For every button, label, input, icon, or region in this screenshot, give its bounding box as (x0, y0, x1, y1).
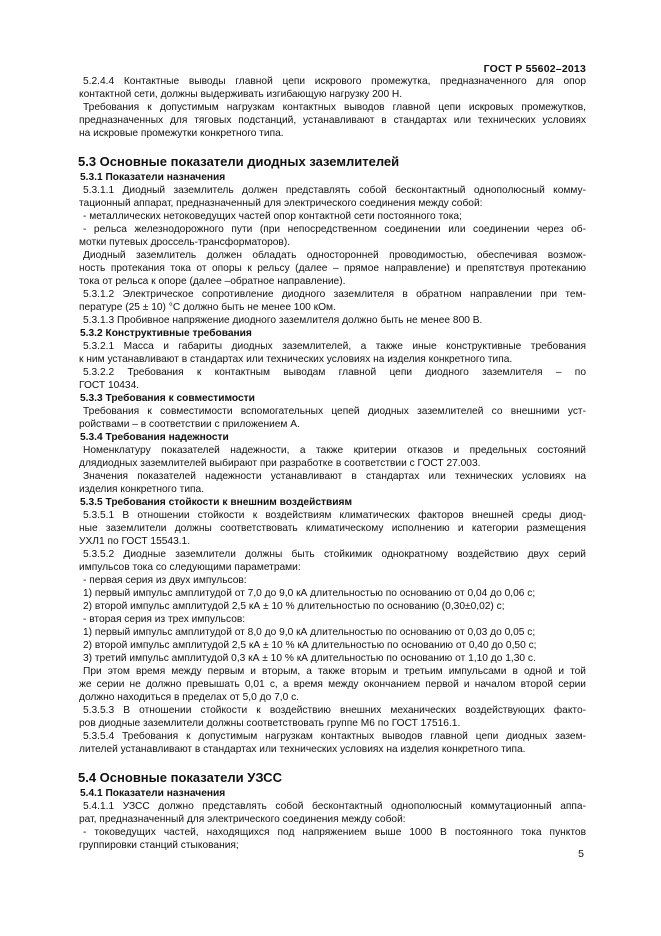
section-heading-5-3: 5.3 Основные показатели диодных заземлителей (78, 154, 400, 169)
list-item-series1-impulse2: 2) второй импульс амплитудой 2,5 кА ± 10 % длительностью по основанию (0,30±0,02) с; (83, 601, 505, 612)
paragraph-5-3-5-4: 5.3.5.4 Требования к допустимым нагрузкам контактных выводов главной цепи диодных зазем- лителей устанавливают в стандартах или технических условиях на изделия конкретного типа. (79, 731, 586, 755)
document-code-header: ГОСТ Р 55602–2013 (483, 63, 586, 75)
paragraph-5-3-2-1: 5.3.2.1 Масса и габариты диодных заземлителей, а также иные конструктивные требования к ним устанавливают в стандартах или технических условиях на изделия конкретного типа. (79, 341, 586, 365)
subsection-heading-5-3-1: 5.3.1 Показатели назначения (80, 172, 226, 183)
paragraph-5-3-5-1: 5.3.5.1 В отношении стойкости к воздействиям климатических факторов внешней среды диод- ные заземлители должны соответствовать климатическому исполнению и категории размещения УХЛ1 по ГОСТ 15543.1. (79, 510, 586, 547)
paragraph-5-4-1-1: 5.4.1.1 УЗСС должно представлять собой бесконтактный однополюсный коммутационный аппа- рат, предназначенный для электрического соединения между собой: (79, 801, 586, 825)
subsection-heading-5-3-3: 5.3.3 Требования к совместимости (80, 393, 255, 404)
paragraph-impulse-timing: При этом время между первым и вторым, а также вторым и третьим импульсами в одной и той же серии не должно превышать 0,01 с, а время между окончанием первой и началом второй серии должно находиться в пределах от 5,0 до 7,0 с. (79, 666, 586, 703)
paragraph-5-3-2-2: 5.3.2.2 Требования к контактным выводам главной цепи диодного заземлителя – по ГОСТ 10434. (79, 367, 586, 391)
subsection-heading-5-3-5: 5.3.5 Требования стойкости к внешним воздействиям (80, 497, 353, 508)
paragraph-one-way-conductivity: Диодный заземлитель должен обладать односторонней проводимостью, обеспечивая возмож- ность протекания тока от опоры к рельсу (далее – прямое направление) и препятствуя протеканию тока от рельса к опоре (далее –обратное направление). (79, 250, 586, 287)
list-item-rail: - рельса железнодорожного пути (при непосредственном соединении или соединении через об- мотки путевых дроссель-трансформаторов). (79, 224, 586, 248)
list-item-series2-impulse1: 1) первый импульс амплитудой от 8,0 до 9,0 кА длительностью по основанию от 0,03 до 0,05 с; (83, 627, 536, 638)
paragraph-5-3-5-2: 5.3.5.2 Диодные заземлители должны быть стойкимик однократному воздействию двух серий импульсов тока со следующими параметрами: (79, 549, 586, 573)
paragraph-5-2-4-4: 5.2.4.4 Контактные выводы главной цепи искрового промежутка, предназначенного для опор контактной сети, должны выдерживать изгибающую нагрузку 200 Н. (79, 76, 586, 100)
subsection-heading-5-3-4: 5.3.4 Требования надежности (80, 432, 229, 443)
paragraph-5-3-1-1: 5.3.1.1 Диодный заземлитель должен представлять собой бесконтактный однополюсный комму- тационный аппарат, предназначенный для электрического соединения между собой: (79, 185, 586, 209)
list-item-series2-impulse2: 2) второй импульс амплитудой 2,5 кА ± 10 % кА длительностью по основанию от 0,40 до 0,50 с; (83, 640, 537, 651)
list-item-series2-impulse3: 3) третий импульс амплитудой 0,3 кА ± 10 % кА длительностью по основанию от 1,10 до 1,30 с. (83, 653, 536, 664)
page-number: 5 (578, 848, 584, 860)
document-body (76, 75, 586, 852)
list-item-first-series: - первая серия из двух импульсов: (83, 575, 247, 586)
list-item-live-parts: - токоведущих частей, находящихся под напряжением выше 1000 В постоянного тока пунктов группировки станций стыкования; (79, 827, 586, 851)
paragraph-5-3-1-2: 5.3.1.2 Электрическое сопротивление диодного заземлителя в обратном направлении при тем- пературе (25 ± 10) °С должно быть не менее 100 кОм. (79, 289, 586, 313)
paragraph-reliability-nomenclature: Номенклатуру показателей надежности, а также критерии отказов и предельных состояний длядиодных заземлителей выбирают при разработке в соответствии с ГОСТ 27.003. (79, 445, 586, 469)
paragraph-reliability-values: Значения показателей надежности устанавливают в стандартах или технических условиях на изделия конкретного типа. (79, 471, 586, 495)
subsection-heading-5-4-1: 5.4.1 Показатели назначения (80, 788, 226, 799)
paragraph-5-3-5-3: 5.3.5.3 В отношении стойкости к воздействию внешних механических воздействующих факто- ров диодные заземлители должны соответствовать группе М6 по ГОСТ 17516.1. (79, 705, 586, 729)
subsection-heading-5-3-2: 5.3.2 Конструктивные требования (80, 328, 252, 339)
list-item-second-series: - вторая серия из трех импульсов: (83, 614, 246, 625)
list-item-support-parts: - металлических нетоковедущих частей опор контактной сети постоянного тока; (83, 211, 462, 222)
paragraph-5-3-1-3: 5.3.1.3 Пробивное напряжение диодного заземлителя должно быть не менее 800 В. (83, 315, 483, 326)
section-heading-5-4: 5.4 Основные показатели УЗСС (78, 770, 282, 785)
paragraph-spark-gap-loads: Требования к допустимым нагрузкам контактных выводов главной цепи искровых промежутков, предназначенных для тяговых подстанций, устанавливают в стандартах или технических условиях на искровые промежутки конкретного типа. (79, 102, 586, 139)
paragraph-compatibility: Требования к совместимости вспомогательных цепей диодных заземлителей со внешними уст- ройствами – в соответствии с приложением А. (79, 406, 586, 430)
list-item-series1-impulse1: 1) первый импульс амплитудой от 7,0 до 9,0 кА длительностью по основанию от 0,04 до 0,06 с; (83, 588, 536, 599)
